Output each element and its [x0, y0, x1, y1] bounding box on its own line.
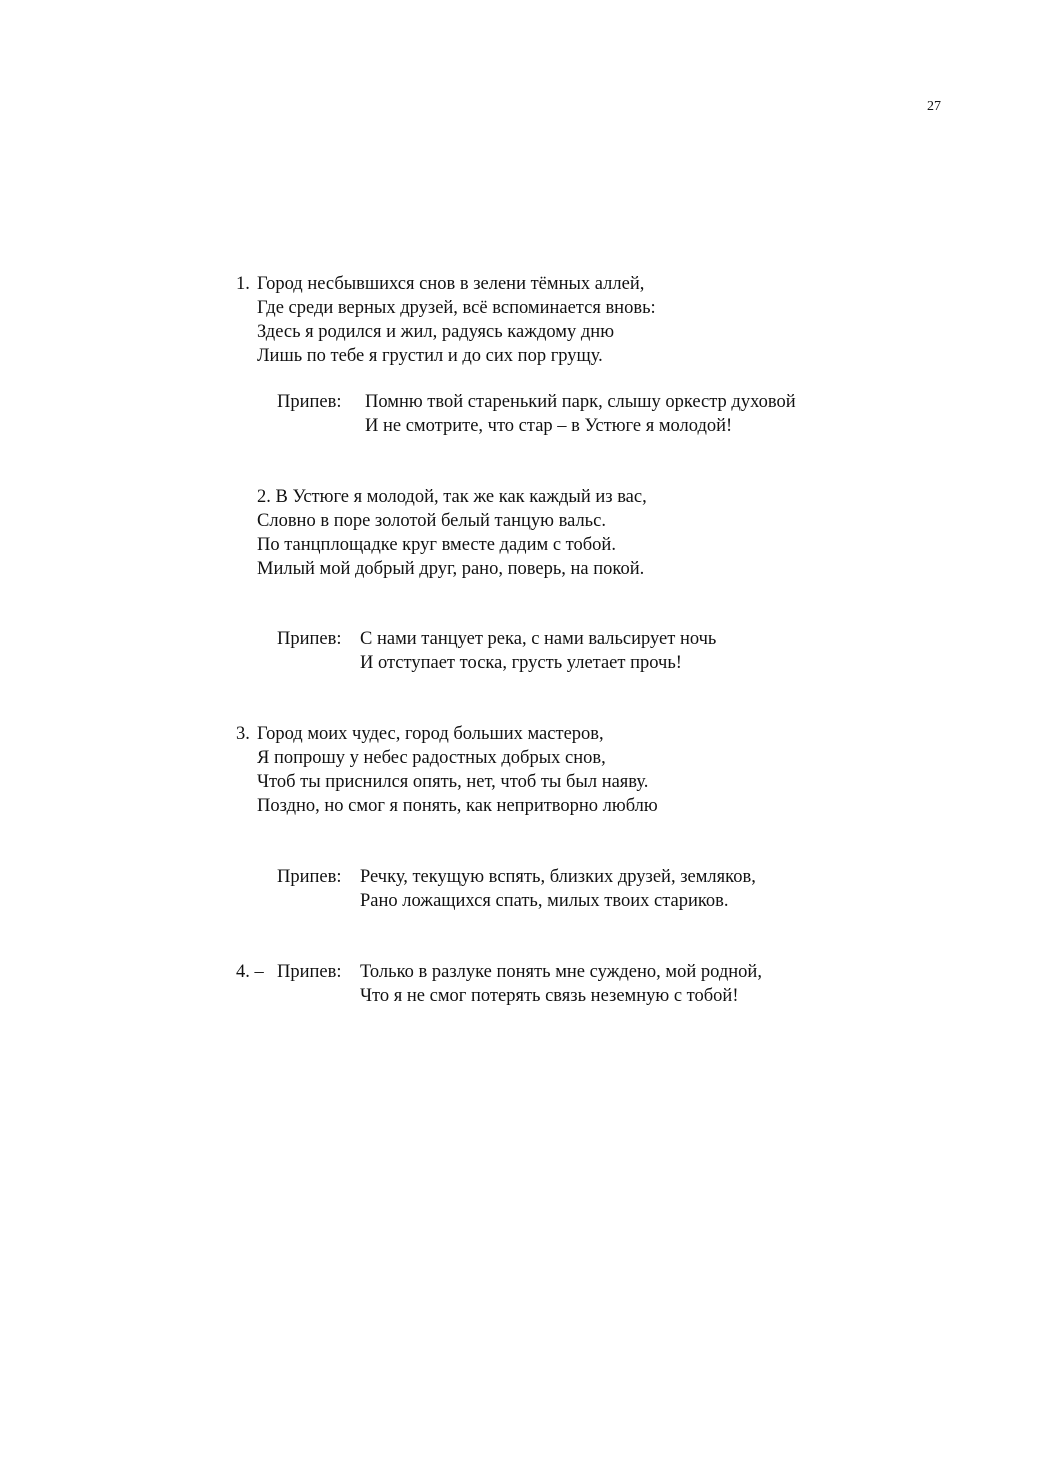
chorus-line: Рано ложащихся спать, милых твоих стариков.: [360, 891, 729, 911]
chorus-1: [277, 390, 897, 438]
verse-line-text: Милый мой добрый друг, рано, поверь, на покой.: [257, 559, 645, 579]
chorus-line: Только в разлуке понять мне суждено, мой родной,: [360, 962, 762, 982]
chorus-2: [277, 627, 897, 675]
verse-line-text: Я попрошу у небес радостных добрых снов,: [257, 748, 606, 768]
verse-number: 3.: [236, 724, 250, 744]
chorus-4: [236, 960, 896, 1008]
verse-line-text: Где среди верных друзей, всё вспоминается вновь:: [257, 298, 656, 318]
verse-line-text: Поздно, но смог я понять, как непритворно люблю: [257, 796, 658, 816]
page-number: 27: [927, 99, 941, 114]
verse-line-text: Чтоб ты приснился опять, нет, чтоб ты был наяву.: [257, 772, 649, 792]
chorus-line: И не смотрите, что стар – в Устюге я молодой!: [365, 416, 733, 436]
verse-line: [236, 296, 656, 320]
verse-line: [236, 344, 656, 368]
verse-line: [236, 770, 658, 794]
verse-line: [236, 746, 658, 770]
chorus-text: [365, 390, 796, 438]
verse-2: [257, 485, 647, 581]
verse-line: [236, 272, 656, 296]
chorus-label: Припев:: [277, 392, 342, 412]
chorus-text: [360, 627, 716, 675]
chorus-3: [277, 865, 897, 913]
verse-line: [236, 794, 658, 818]
verse-line-text: По танцплощадке круг вместе дадим с тобой.: [257, 535, 616, 555]
chorus-line: Что я не смог потерять связь неземную с тобой!: [360, 986, 739, 1006]
chorus-line: И отступает тоска, грусть улетает прочь!: [360, 653, 682, 673]
verse-1: [236, 272, 656, 368]
verse-line-text: Здесь я родился и жил, радуясь каждому дню: [257, 322, 615, 342]
chorus-text: [360, 960, 762, 1008]
verse-line: [236, 722, 658, 746]
verse-4-prefix: 4. –: [236, 962, 264, 982]
verse-line-text: Город моих чудес, город больших мастеров,: [257, 724, 604, 744]
verse-line-text: 2. В Устюге я молодой, так же как каждый из вас,: [257, 487, 647, 507]
chorus-line: Речку, текущую вспять, близких друзей, земляков,: [360, 867, 756, 887]
verse-number: 1.: [236, 274, 250, 294]
verse-line-text: Город несбывшихся снов в зелени тёмных аллей,: [257, 274, 645, 294]
verse-3: [236, 722, 658, 818]
chorus-text: [360, 865, 756, 913]
chorus-label: Припев:: [277, 867, 342, 887]
chorus-label: Припев:: [277, 962, 342, 982]
chorus-line: С нами танцует река, с нами вальсирует ночь: [360, 629, 717, 649]
chorus-label: Припев:: [277, 629, 342, 649]
verse-line: [236, 320, 656, 344]
verse-line-text: Словно в поре золотой белый танцую вальс.: [257, 511, 606, 531]
chorus-line: Помню твой старенький парк, слышу оркестр духовой: [365, 392, 796, 412]
verse-line-text: Лишь по тебе я грустил и до сих пор грущу.: [257, 346, 603, 366]
